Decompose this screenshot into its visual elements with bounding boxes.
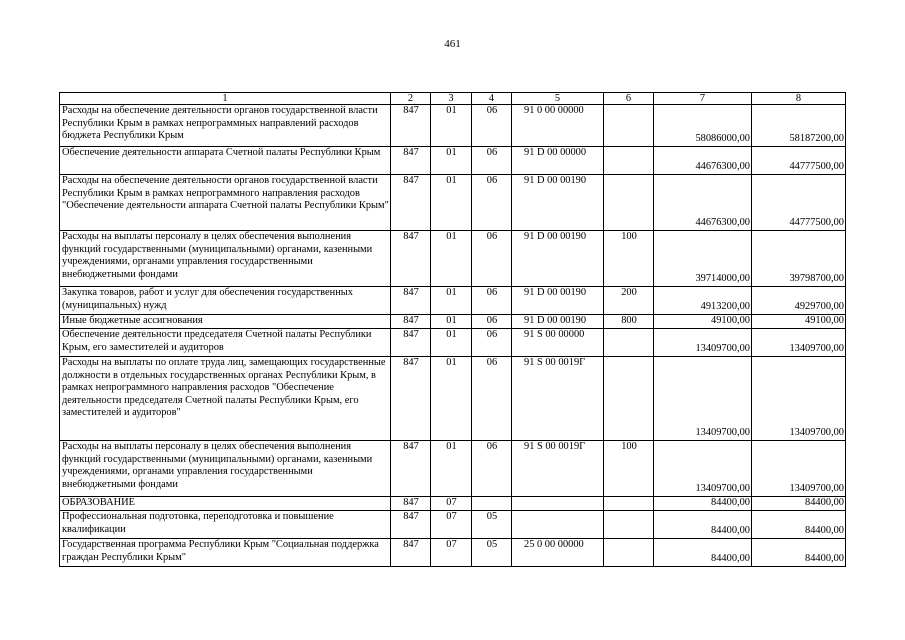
table-row [60, 329, 846, 357]
admin-code: 847 [391, 441, 431, 497]
amount-year-2: 58187200,00 [752, 105, 846, 147]
amount-year-2: 84400,00 [752, 511, 846, 539]
target-article-code: 91 S 00 0019Г [512, 357, 604, 441]
expense-name: Профессиональная подготовка, переподготовка и повышение квалификации [60, 511, 391, 539]
table-row [60, 147, 846, 175]
subsection-code: 06 [472, 105, 512, 147]
column-header: 4 [472, 93, 512, 105]
admin-code: 847 [391, 105, 431, 147]
section-code: 01 [431, 147, 472, 175]
expense-name: Расходы на обеспечение деятельности органов государственной власти Республики Крым в рамках непрограммного направления расходов "Обеспечение деятельности аппарата Счетной палаты Республики Крым" [60, 175, 391, 231]
amount-year-2: 49100,00 [752, 315, 846, 329]
table-row [60, 287, 846, 315]
expense-type-code [604, 357, 654, 441]
table-row [60, 231, 846, 287]
admin-code: 847 [391, 175, 431, 231]
subsection-code: 06 [472, 315, 512, 329]
admin-code: 847 [391, 287, 431, 315]
amount-year-1: 13409700,00 [654, 329, 752, 357]
expense-type-code [604, 539, 654, 567]
amount-year-1: 39714000,00 [654, 231, 752, 287]
target-article-code [512, 497, 604, 511]
section-code: 01 [431, 329, 472, 357]
amount-year-2: 4929700,00 [752, 287, 846, 315]
amount-year-1: 13409700,00 [654, 441, 752, 497]
expense-type-code [604, 175, 654, 231]
amount-year-1: 84400,00 [654, 497, 752, 511]
section-code: 01 [431, 441, 472, 497]
expense-name: Обеспечение деятельности аппарата Счетной палаты Республики Крым [60, 147, 391, 175]
section-code: 07 [431, 539, 472, 567]
column-header: 5 [512, 93, 604, 105]
expense-name: Расходы на выплаты по оплате труда лиц, замещающих государственные должности в отдельных государственных органах Республики Крым, в рамках непрограммного направления расходов "Обеспечение деятельности председателя Счетной палаты Республики Крым, его заместителей и аудиторов" [60, 357, 391, 441]
column-header: 7 [654, 93, 752, 105]
expense-type-code: 200 [604, 287, 654, 315]
target-article-code [512, 511, 604, 539]
table-row [60, 539, 846, 567]
expense-type-code [604, 497, 654, 511]
amount-year-1: 44676300,00 [654, 147, 752, 175]
expense-type-code [604, 329, 654, 357]
subsection-code: 05 [472, 511, 512, 539]
section-code: 01 [431, 315, 472, 329]
expense-name: Обеспечение деятельности председателя Счетной палаты Республики Крым, его заместителей и аудиторов [60, 329, 391, 357]
amount-year-2: 13409700,00 [752, 441, 846, 497]
column-header: 8 [752, 93, 846, 105]
expense-name: Государственная программа Республики Крым "Социальная поддержка граждан Республики Крым" [60, 539, 391, 567]
expense-name: ОБРАЗОВАНИЕ [60, 497, 391, 511]
table-row [60, 511, 846, 539]
budget-table [59, 92, 846, 567]
table-row [60, 497, 846, 511]
subsection-code [472, 497, 512, 511]
subsection-code: 06 [472, 175, 512, 231]
admin-code: 847 [391, 511, 431, 539]
section-code: 01 [431, 231, 472, 287]
admin-code: 847 [391, 147, 431, 175]
header-row [60, 93, 846, 105]
subsection-code: 06 [472, 357, 512, 441]
amount-year-2: 84400,00 [752, 539, 846, 567]
expense-type-code [604, 511, 654, 539]
admin-code: 847 [391, 231, 431, 287]
subsection-code: 06 [472, 287, 512, 315]
subsection-code: 06 [472, 441, 512, 497]
amount-year-2: 44777500,00 [752, 175, 846, 231]
expense-name: Расходы на выплаты персоналу в целях обеспечения выполнения функций государственными (муниципальными) органами, казенными учреждениями, органами управления государственными внебюджетными фондами [60, 231, 391, 287]
section-code: 01 [431, 175, 472, 231]
expense-name: Расходы на выплаты персоналу в целях обеспечения выполнения функций государственными (муниципальными) органами, казенными учреждениями, органами управления государственными внебюджетными фондами [60, 441, 391, 497]
target-article-code: 91 0 00 00000 [512, 105, 604, 147]
amount-year-1: 49100,00 [654, 315, 752, 329]
target-article-code: 25 0 00 00000 [512, 539, 604, 567]
table-row [60, 175, 846, 231]
column-header: 6 [604, 93, 654, 105]
table-row [60, 105, 846, 147]
subsection-code: 05 [472, 539, 512, 567]
amount-year-1: 84400,00 [654, 511, 752, 539]
target-article-code: 91 S 00 0019Г [512, 441, 604, 497]
target-article-code: 91 D 00 00190 [512, 231, 604, 287]
expense-name: Закупка товаров, работ и услуг для обеспечения государственных (муниципальных) нужд [60, 287, 391, 315]
expense-type-code: 800 [604, 315, 654, 329]
expense-type-code [604, 105, 654, 147]
table-row [60, 315, 846, 329]
target-article-code: 91 S 00 00000 [512, 329, 604, 357]
expense-type-code [604, 147, 654, 175]
amount-year-1: 58086000,00 [654, 105, 752, 147]
page-number: 461 [444, 38, 461, 50]
expense-name: Расходы на обеспечение деятельности органов государственной власти Республики Крым в рамках непрограммных направлений расходов бюджета Республики Крым [60, 105, 391, 147]
amount-year-1: 13409700,00 [654, 357, 752, 441]
admin-code: 847 [391, 539, 431, 567]
expense-type-code: 100 [604, 231, 654, 287]
column-header: 1 [60, 93, 391, 105]
admin-code: 847 [391, 329, 431, 357]
amount-year-2: 13409700,00 [752, 357, 846, 441]
column-header: 2 [391, 93, 431, 105]
amount-year-2: 39798700,00 [752, 231, 846, 287]
table-row [60, 357, 846, 441]
section-code: 01 [431, 357, 472, 441]
target-article-code: 91 D 00 00190 [512, 175, 604, 231]
column-header: 3 [431, 93, 472, 105]
target-article-code: 91 D 00 00190 [512, 287, 604, 315]
amount-year-2: 13409700,00 [752, 329, 846, 357]
admin-code: 847 [391, 497, 431, 511]
expense-type-code: 100 [604, 441, 654, 497]
expense-name: Иные бюджетные ассигнования [60, 315, 391, 329]
target-article-code: 91 D 00 00190 [512, 315, 604, 329]
section-code: 07 [431, 497, 472, 511]
subsection-code: 06 [472, 147, 512, 175]
subsection-code: 06 [472, 231, 512, 287]
section-code: 01 [431, 287, 472, 315]
amount-year-2: 44777500,00 [752, 147, 846, 175]
amount-year-1: 44676300,00 [654, 175, 752, 231]
subsection-code: 06 [472, 329, 512, 357]
admin-code: 847 [391, 315, 431, 329]
target-article-code: 91 D 00 00000 [512, 147, 604, 175]
amount-year-1: 4913200,00 [654, 287, 752, 315]
table-row [60, 441, 846, 497]
amount-year-1: 84400,00 [654, 539, 752, 567]
section-code: 01 [431, 105, 472, 147]
amount-year-2: 84400,00 [752, 497, 846, 511]
section-code: 07 [431, 511, 472, 539]
admin-code: 847 [391, 357, 431, 441]
